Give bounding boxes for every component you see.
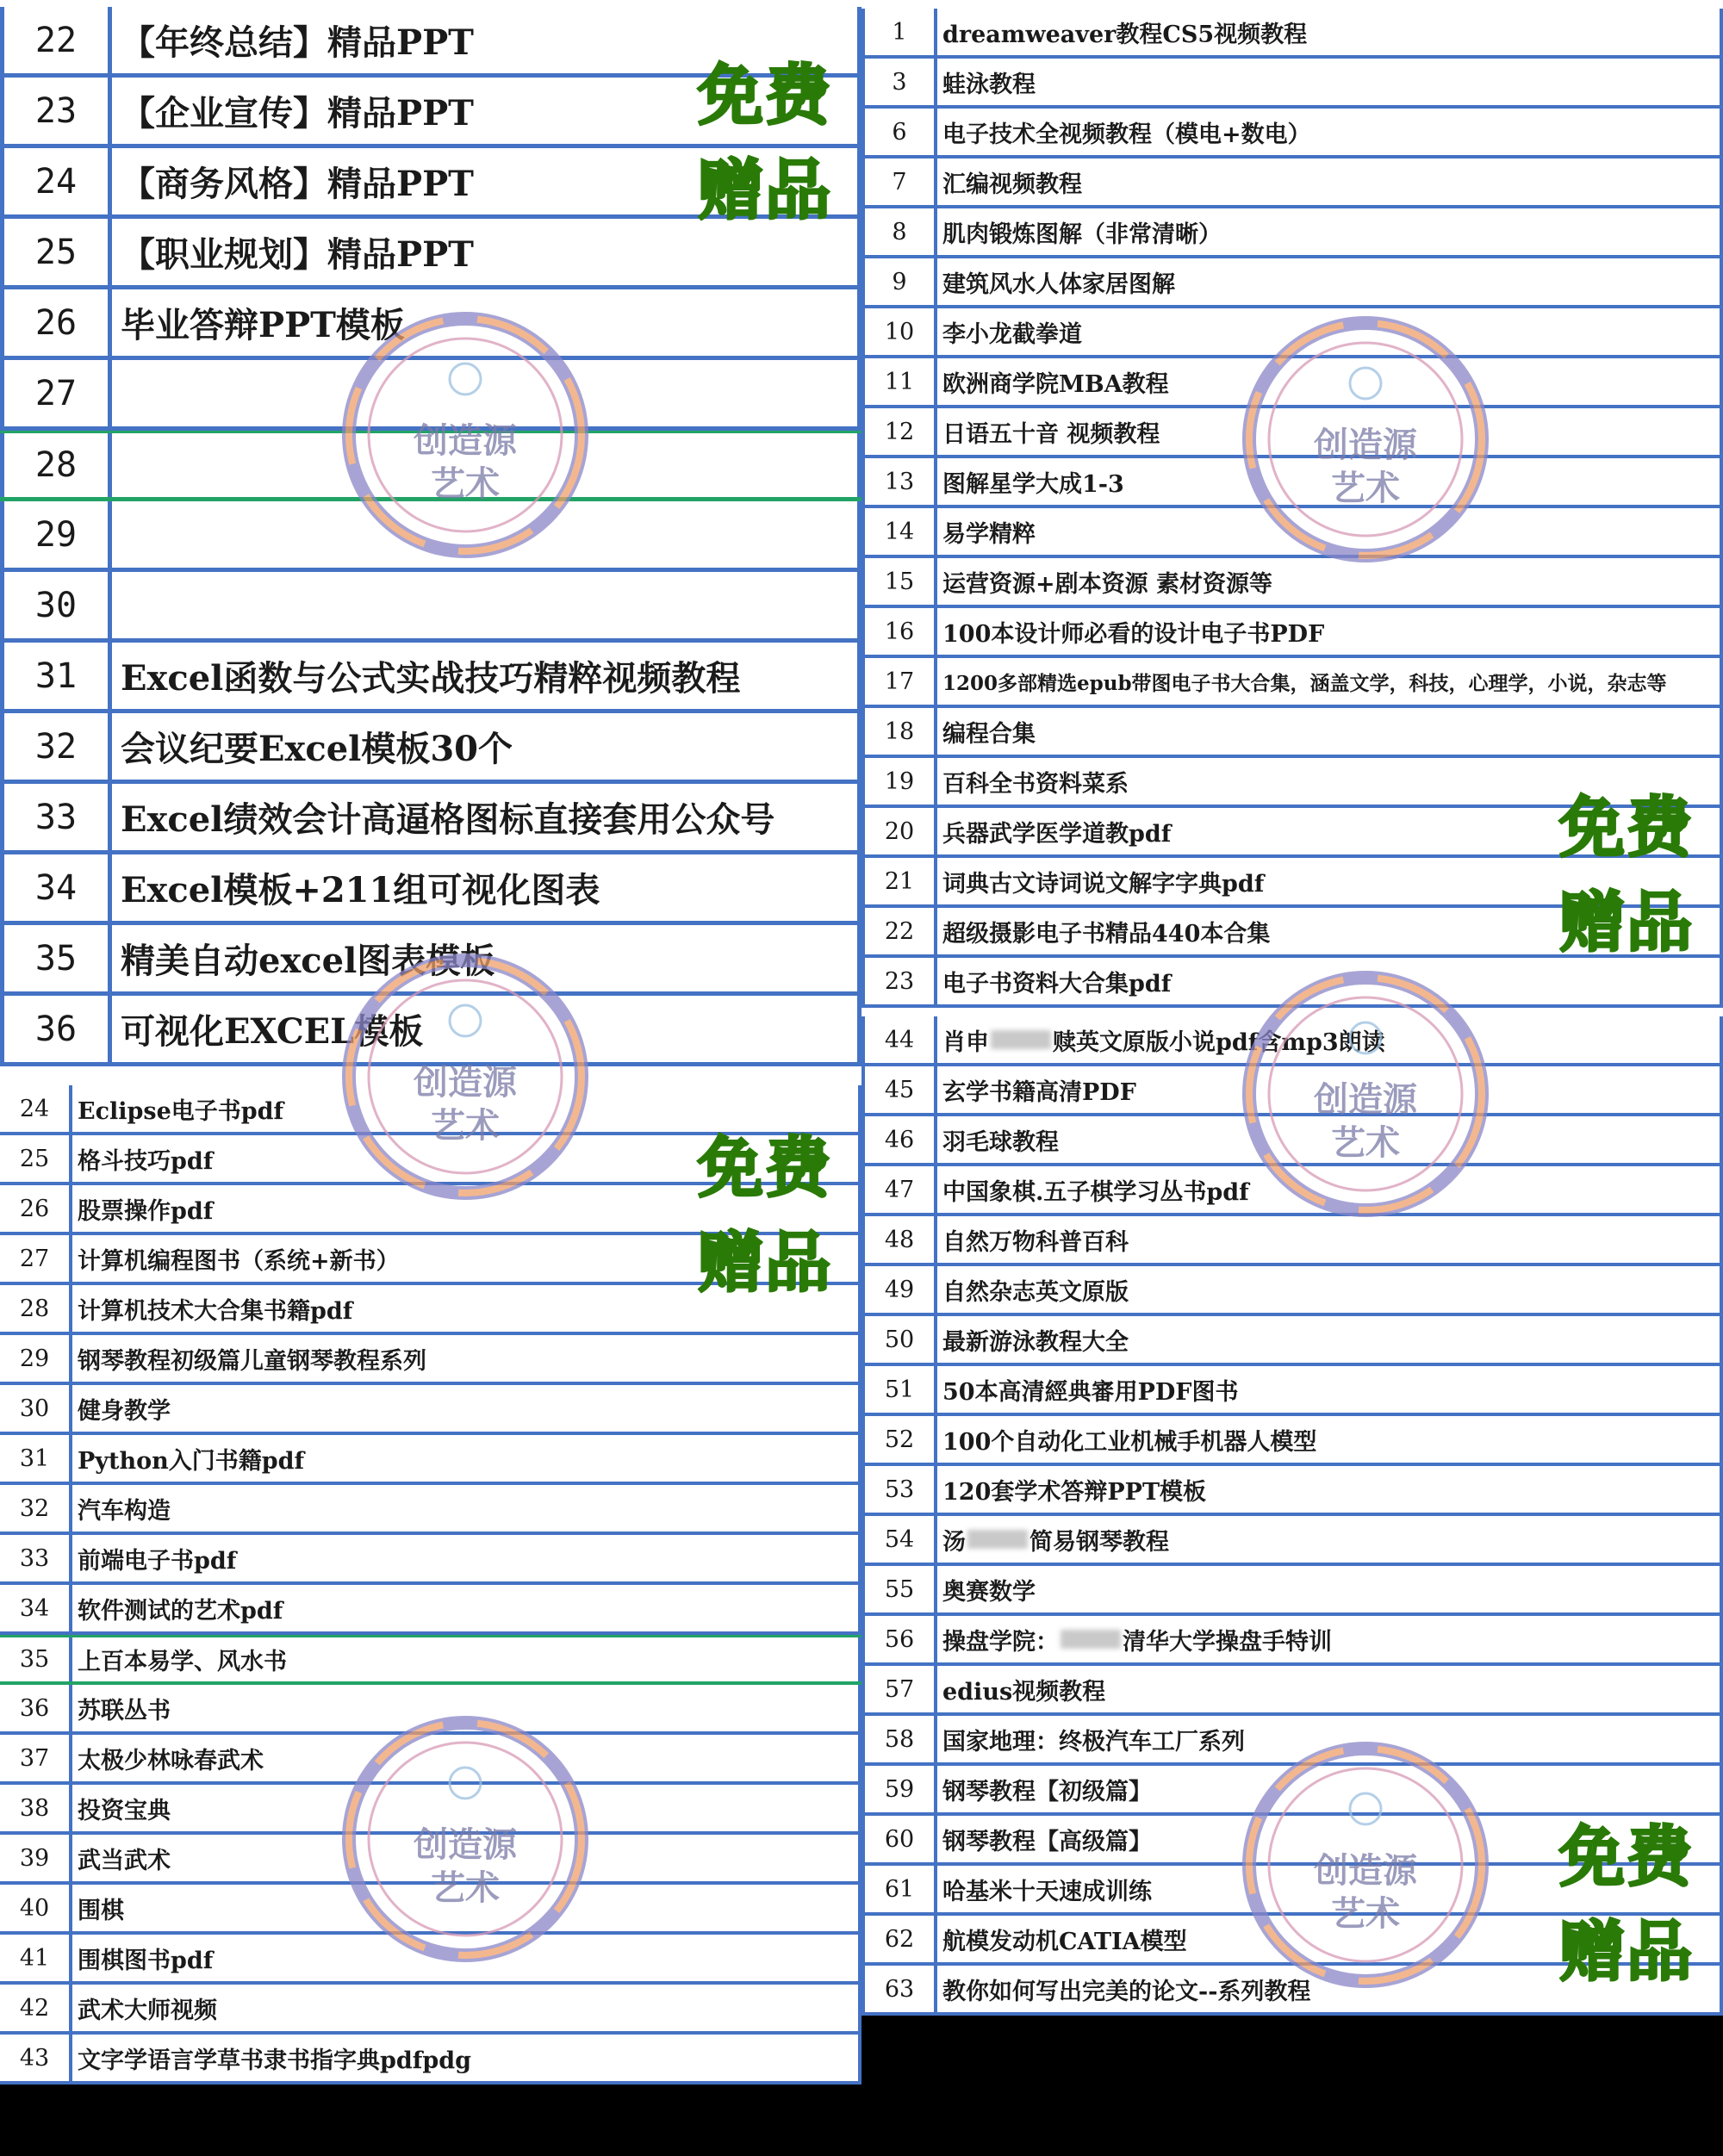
- row-number: 19: [862, 758, 937, 805]
- row-number: 17: [862, 658, 937, 705]
- table-row[interactable]: [0, 1585, 862, 1635]
- row-title-end: 简易钢琴教程: [1029, 1528, 1169, 1556]
- promo-gift-text: 赠品: [698, 1224, 832, 1301]
- row-title: [112, 501, 862, 568]
- watermark-text: 创造源: [414, 1062, 517, 1103]
- row-title: 李小龙截拳道: [937, 308, 1723, 355]
- row-title: 股票操作pdf: [72, 1185, 862, 1232]
- table-row[interactable]: [0, 1835, 862, 1885]
- row-number: 1: [862, 9, 937, 55]
- promo-gift-text: 赠品: [1559, 1913, 1694, 1990]
- table-row[interactable]: [0, 1985, 862, 2035]
- watermark-text: 创造源: [1314, 1850, 1417, 1891]
- table-row[interactable]: [0, 360, 862, 431]
- row-number: 32: [0, 713, 112, 780]
- row-title: 精美自动excel图表模板: [112, 925, 862, 991]
- watermark-text: 创造源: [414, 420, 517, 461]
- row-title: 国家地理：终极汽车工厂系列: [937, 1716, 1723, 1762]
- row-number: 35: [0, 1637, 72, 1681]
- row-number: 43: [0, 2035, 72, 2081]
- row-title: 计算机技术大合集书籍pdf: [72, 1285, 862, 1332]
- promo-free-text: 免费: [1559, 1818, 1694, 1895]
- row-title: 上百本易学、风水书: [72, 1637, 862, 1681]
- row-title: 【年终总结】精品PPT: [112, 7, 862, 73]
- table-row[interactable]: [862, 1366, 1723, 1416]
- row-number: 49: [862, 1266, 937, 1313]
- row-title: 百科全书资料菜系: [937, 758, 1723, 805]
- row-title: Python入门书籍pdf: [72, 1435, 862, 1482]
- row-number: 23: [862, 958, 937, 1004]
- row-title: 前端电子书pdf: [72, 1535, 862, 1581]
- row-number: 41: [0, 1935, 72, 1981]
- table-row[interactable]: [862, 1616, 1723, 1666]
- row-number: 48: [862, 1216, 937, 1263]
- row-number: 31: [0, 1435, 72, 1482]
- row-number: 22: [0, 7, 112, 73]
- row-title: 太极少林咏春武术: [72, 1735, 862, 1781]
- promo-gift-text: 赠品: [1559, 884, 1694, 960]
- table-row[interactable]: [0, 1785, 862, 1835]
- row-number: 7: [862, 158, 937, 205]
- row-number: 55: [862, 1566, 937, 1612]
- row-number: 30: [0, 1385, 72, 1432]
- row-number: 52: [862, 1416, 937, 1463]
- table-row[interactable]: [0, 289, 862, 360]
- row-number: 59: [862, 1766, 937, 1812]
- row-number: 47: [862, 1166, 937, 1213]
- row-title: 教你如何写出完美的论文--系列教程: [937, 1966, 1723, 2012]
- table-row[interactable]: [0, 1335, 862, 1385]
- row-title: 建筑风水人体家居图解: [937, 258, 1723, 305]
- row-number: 31: [0, 643, 112, 709]
- row-number: 44: [862, 1016, 937, 1063]
- table-row[interactable]: [862, 1566, 1723, 1616]
- row-title: 航模发动机CATIA模型: [937, 1916, 1723, 1962]
- table-row[interactable]: [862, 608, 1723, 658]
- row-title: 玄学书籍高清PDF: [937, 1066, 1723, 1113]
- row-title: [112, 433, 862, 497]
- row-number: 15: [862, 558, 937, 605]
- row-number: 33: [0, 1535, 72, 1581]
- row-number: 36: [0, 996, 112, 1062]
- row-title: 格斗技巧pdf: [72, 1135, 862, 1182]
- redacted-blur: [967, 1530, 1028, 1549]
- row-number: 18: [862, 708, 937, 755]
- table-row[interactable]: [862, 458, 1723, 508]
- row-title: Excel绩效会计高逼格图标直接套用公众号: [112, 784, 862, 850]
- row-title: [112, 572, 862, 638]
- row-title: Excel模板+211组可视化图表: [112, 854, 862, 921]
- row-number: 23: [0, 78, 112, 144]
- row-title: 武当武术: [72, 1835, 862, 1881]
- table-row[interactable]: [862, 1416, 1723, 1466]
- row-title-start: 操盘学院：: [942, 1628, 1059, 1656]
- row-number: 21: [862, 858, 937, 904]
- row-title: 奥赛数学: [937, 1566, 1723, 1612]
- row-number: 26: [0, 1185, 72, 1232]
- row-title-start: 汤: [942, 1528, 966, 1556]
- row-title: 超级摄影电子书精品440本合集: [937, 908, 1723, 954]
- row-title: 羽毛球教程: [937, 1116, 1723, 1163]
- table-row[interactable]: [0, 996, 862, 1066]
- row-number: 28: [0, 433, 112, 497]
- table-row[interactable]: [862, 208, 1723, 258]
- row-title: Excel函数与公式实战技巧精粹视频教程: [112, 643, 862, 709]
- row-title: 武术大师视频: [72, 1985, 862, 2031]
- row-number: 34: [0, 854, 112, 921]
- row-number: 11: [862, 358, 937, 405]
- row-title-start: 肖申: [942, 1028, 989, 1056]
- row-title: 蛙泳教程: [937, 59, 1723, 105]
- row-number: 56: [862, 1616, 937, 1662]
- row-number: 42: [0, 1985, 72, 2031]
- table-row[interactable]: [0, 1535, 862, 1585]
- row-title: 钢琴教程初级篇儿童钢琴教程系列: [72, 1335, 862, 1382]
- table-row[interactable]: [862, 558, 1723, 608]
- table-row[interactable]: [862, 1016, 1723, 1066]
- row-number: 32: [0, 1485, 72, 1532]
- row-number: 60: [862, 1816, 937, 1862]
- table-row[interactable]: [0, 1435, 862, 1485]
- row-title: 【职业规划】精品PPT: [112, 219, 862, 285]
- row-number: 25: [0, 219, 112, 285]
- table-row[interactable]: [0, 1935, 862, 1985]
- row-number: 57: [862, 1666, 937, 1712]
- table-row[interactable]: [862, 1166, 1723, 1216]
- row-title: 50本高清經典審用PDF图书: [937, 1366, 1723, 1413]
- row-number: 40: [0, 1885, 72, 1931]
- row-title: 计算机编程图书（系统+新书）: [72, 1235, 862, 1282]
- row-number: 38: [0, 1785, 72, 1831]
- row-number: 12: [862, 408, 937, 455]
- row-title: 运营资源+剧本资源 素材资源等: [937, 558, 1723, 605]
- table-row[interactable]: [862, 1116, 1723, 1166]
- table-row[interactable]: [862, 1516, 1723, 1566]
- table-row[interactable]: [862, 109, 1723, 158]
- table-row[interactable]: [862, 308, 1723, 358]
- row-title: 哈基米十天速成训练: [937, 1866, 1723, 1912]
- row-number: 29: [0, 501, 112, 568]
- row-title: 肌肉锻炼图解（非常清晰）: [937, 208, 1723, 255]
- table-row[interactable]: [862, 408, 1723, 458]
- watermark-text: 艺术: [1331, 468, 1400, 508]
- row-number: 22: [862, 908, 937, 954]
- row-title: 软件测试的艺术pdf: [72, 1585, 862, 1631]
- row-title: 钢琴教程【高级篇】: [937, 1816, 1723, 1862]
- table-row[interactable]: [0, 925, 862, 996]
- row-title: 易学精粹: [937, 508, 1723, 555]
- row-number: 50: [862, 1316, 937, 1363]
- row-number: 62: [862, 1916, 937, 1962]
- row-title: 120套学术答辩PPT模板: [937, 1466, 1723, 1513]
- promo-free-text: 免费: [698, 57, 832, 134]
- row-number: 24: [0, 1085, 72, 1132]
- table-row[interactable]: [862, 59, 1723, 109]
- row-title: 苏联丛书: [72, 1685, 862, 1731]
- row-number: 54: [862, 1516, 937, 1563]
- row-title: 电子技术全视频教程（模电+数电）: [937, 109, 1723, 155]
- table-row[interactable]: [0, 1735, 862, 1785]
- table-row[interactable]: [862, 1466, 1723, 1516]
- row-title: 健身教学: [72, 1385, 862, 1432]
- row-number: 37: [0, 1735, 72, 1781]
- row-number: 16: [862, 608, 937, 655]
- row-title: 编程合集: [937, 708, 1723, 755]
- row-title: 可视化EXCEL模板: [112, 996, 862, 1062]
- row-number: 39: [0, 1835, 72, 1881]
- row-number: 46: [862, 1116, 937, 1163]
- row-title: Eclipse电子书pdf: [72, 1085, 862, 1132]
- row-title: 自然万物科普百科: [937, 1216, 1723, 1263]
- row-number: 3: [862, 59, 937, 105]
- row-number: 10: [862, 308, 937, 355]
- watermark-text: 艺术: [431, 1867, 500, 1908]
- row-number: 51: [862, 1366, 937, 1413]
- row-number: 61: [862, 1866, 937, 1912]
- table-row[interactable]: [862, 508, 1723, 558]
- table-row[interactable]: [0, 1485, 862, 1535]
- promo-free-text: 免费: [1559, 789, 1694, 866]
- row-number: 33: [0, 784, 112, 850]
- watermark-text: 创造源: [414, 1824, 517, 1865]
- row-number: 25: [0, 1135, 72, 1182]
- row-number: 24: [0, 148, 112, 214]
- row-title: 文字学语言学草书隶书指字典pdfpdg: [72, 2035, 862, 2081]
- table-row[interactable]: [0, 1685, 862, 1735]
- watermark-text: 创造源: [1314, 1079, 1417, 1120]
- table-row[interactable]: [862, 658, 1723, 708]
- row-title: 图解星学大成1-3: [937, 458, 1723, 505]
- table-row[interactable]: [862, 1316, 1723, 1366]
- row-number: 63: [862, 1966, 937, 2012]
- row-number: 58: [862, 1716, 937, 1762]
- table-row[interactable]: [862, 1716, 1723, 1766]
- row-title: 汇编视频教程: [937, 158, 1723, 205]
- row-title: 欧洲商学院MBA教程: [937, 358, 1723, 405]
- table-row-selected[interactable]: [0, 431, 862, 501]
- row-number: 36: [0, 1685, 72, 1731]
- row-number: 30: [0, 572, 112, 638]
- table-row[interactable]: [0, 2035, 862, 2085]
- row-title: 100本设计师必看的设计电子书PDF: [937, 608, 1723, 655]
- row-number: 13: [862, 458, 937, 505]
- row-title: [937, 1616, 1723, 1662]
- row-number: 27: [0, 360, 112, 426]
- row-title: 兵器武学医学道教pdf: [937, 808, 1723, 854]
- row-title: [112, 360, 862, 426]
- row-title: edius视频教程: [937, 1666, 1723, 1712]
- promo-gift-text: 赠品: [698, 152, 832, 228]
- table-row-selected[interactable]: [0, 1635, 862, 1685]
- row-number: 53: [862, 1466, 937, 1513]
- watermark-text: 艺术: [1331, 1893, 1400, 1934]
- row-title: 钢琴教程【初级篇】: [937, 1766, 1723, 1812]
- row-number: 35: [0, 925, 112, 991]
- row-title: [937, 1516, 1723, 1563]
- table-row[interactable]: [862, 158, 1723, 208]
- row-title: 【企业宣传】精品PPT: [112, 78, 862, 144]
- row-title-end: 清华大学操盘手特训: [1123, 1628, 1332, 1656]
- table-row[interactable]: [0, 854, 862, 925]
- row-number: 29: [0, 1335, 72, 1382]
- table-row[interactable]: [862, 258, 1723, 308]
- table-row[interactable]: [0, 1385, 862, 1435]
- redacted-blur: [991, 1030, 1051, 1049]
- table-row[interactable]: [862, 1266, 1723, 1316]
- table-row[interactable]: [862, 708, 1723, 758]
- watermark-text: 艺术: [1331, 1122, 1400, 1163]
- row-title: 投资宝典: [72, 1785, 862, 1831]
- sheet-resources: [862, 0, 1723, 2016]
- row-title: 电子书资料大合集pdf: [937, 958, 1723, 1004]
- promo-free-text: 免费: [698, 1129, 832, 1206]
- row-title: 日语五十音 视频教程: [937, 408, 1723, 455]
- table-row[interactable]: [862, 958, 1723, 1008]
- table-row[interactable]: [0, 713, 862, 784]
- row-number: 20: [862, 808, 937, 854]
- table-row[interactable]: [0, 643, 862, 713]
- row-title: 围棋: [72, 1885, 862, 1931]
- row-title: 汽车构造: [72, 1485, 862, 1532]
- row-title: 自然杂志英文原版: [937, 1266, 1723, 1313]
- row-number: 14: [862, 508, 937, 555]
- row-number: 34: [0, 1585, 72, 1631]
- table-row[interactable]: [0, 501, 862, 572]
- redacted-blur: [1061, 1630, 1121, 1649]
- watermark-text: 创造源: [1314, 425, 1417, 465]
- row-title: 最新游泳教程大全: [937, 1316, 1723, 1363]
- row-title: dreamweaver教程CS5视频教程: [937, 9, 1723, 55]
- row-title: 毕业答辩PPT模板: [112, 289, 862, 356]
- row-number: 26: [0, 289, 112, 356]
- table-row[interactable]: [862, 1666, 1723, 1716]
- table-row[interactable]: [0, 572, 862, 643]
- row-title: 100个自动化工业机械手机器人模型: [937, 1416, 1723, 1463]
- row-title-end: 赎英文原版小说pdf含mp3朗读: [1053, 1028, 1385, 1056]
- table-row[interactable]: [862, 358, 1723, 408]
- row-number: 9: [862, 258, 937, 305]
- table-row[interactable]: [862, 1216, 1723, 1266]
- row-title: 1200多部精选epub带图电子书大合集，涵盖文学，科技，心理学，小说，杂志等: [937, 658, 1723, 705]
- table-row[interactable]: [862, 1066, 1723, 1116]
- row-number: 6: [862, 109, 937, 155]
- table-row[interactable]: [862, 9, 1723, 59]
- row-title: 围棋图书pdf: [72, 1935, 862, 1981]
- table-row[interactable]: [0, 784, 862, 854]
- row-title: 会议纪要Excel模板30个: [112, 713, 862, 780]
- row-title: [937, 1016, 1723, 1063]
- row-number: 27: [0, 1235, 72, 1282]
- row-title: 中国象棋.五子棋学习丛书pdf: [937, 1166, 1723, 1213]
- watermark-text: 艺术: [431, 1105, 500, 1146]
- watermark-text: 艺术: [431, 463, 500, 504]
- row-number: 8: [862, 208, 937, 255]
- row-title: 【商务风格】精品PPT: [112, 148, 862, 214]
- table-row[interactable]: [0, 1885, 862, 1935]
- row-number: 45: [862, 1066, 937, 1113]
- row-title: 词典古文诗词说文解字字典pdf: [937, 858, 1723, 904]
- row-number: 28: [0, 1285, 72, 1332]
